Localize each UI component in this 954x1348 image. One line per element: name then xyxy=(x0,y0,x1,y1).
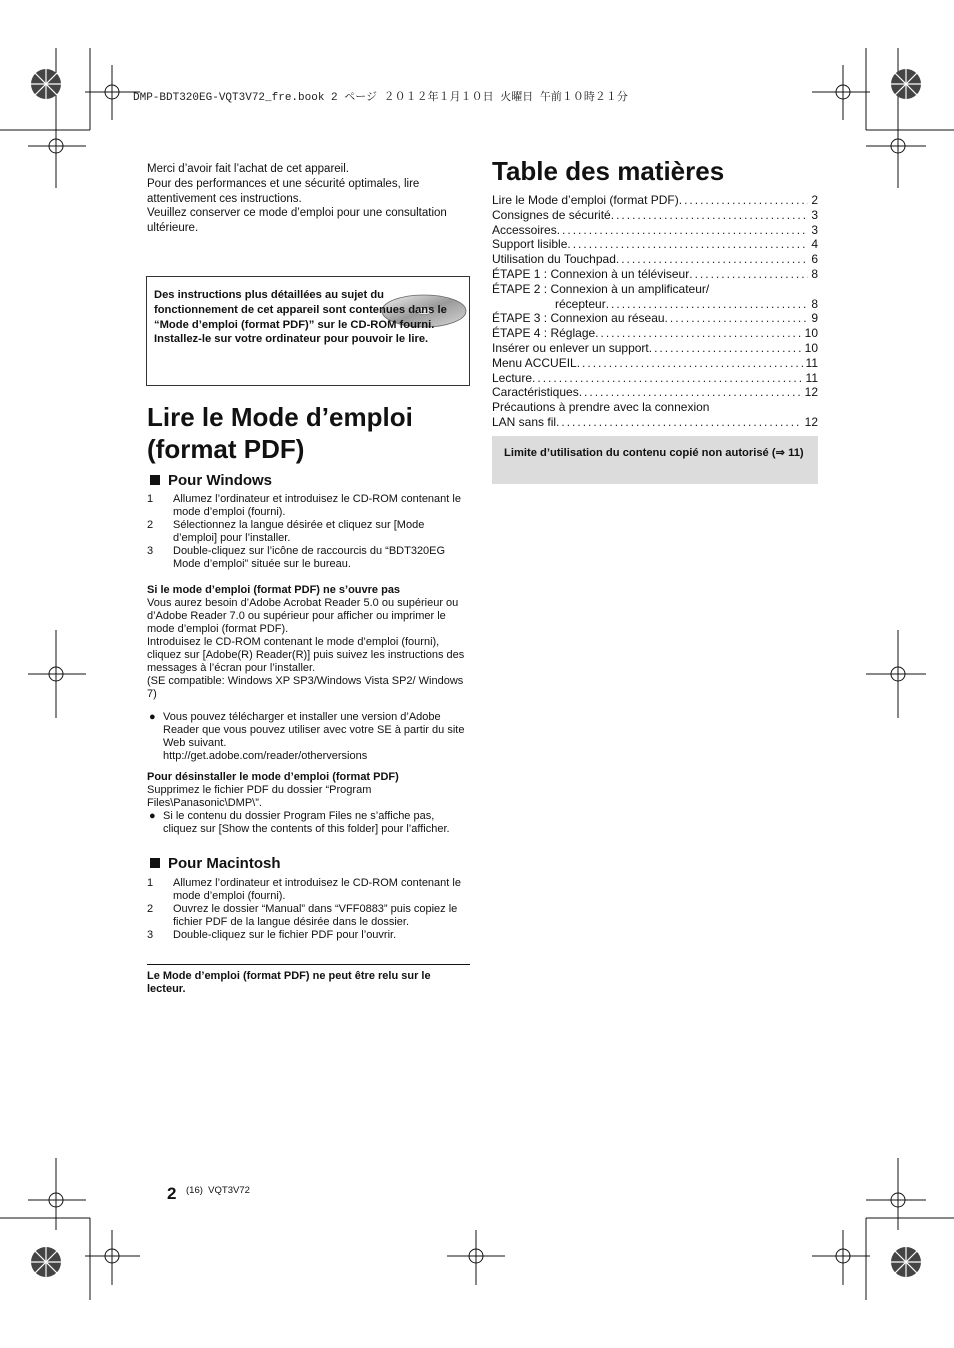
step-text: Sélectionnez la langue désirée et cliquez sur [Mode d’emploi] pour l’installer. xyxy=(173,519,425,544)
toc-leader xyxy=(649,341,802,356)
toc-entry[interactable] xyxy=(492,223,818,238)
toc-leader xyxy=(616,252,808,267)
mac-heading xyxy=(150,855,281,872)
divider xyxy=(147,964,470,965)
toc-entry-page: 2 xyxy=(811,193,818,207)
intro-line-3: Veuillez conserver ce mode d’emploi pour une consultation ultérieure. xyxy=(147,207,447,235)
step-number: 3 xyxy=(147,545,154,557)
toc-leader xyxy=(595,326,801,341)
toc-entry-page: 3 xyxy=(811,222,818,237)
pdf-title-line-1: Lire le Mode d’emploi xyxy=(147,402,413,432)
toc-entry[interactable] xyxy=(492,208,818,223)
toc-entry[interactable] xyxy=(492,385,818,400)
toc-entry-label: ÉTAPE 1 : Connexion à un téléviseur xyxy=(492,266,690,281)
list-item xyxy=(147,810,469,836)
toc-leader xyxy=(579,385,802,400)
toc-entry-label: Lire le Mode d’emploi (format PDF) xyxy=(492,193,679,207)
step-number: 1 xyxy=(147,877,154,889)
toc-entry-label: ÉTAPE 3 : Connexion au réseau xyxy=(492,311,665,326)
toc-entry-step2-line1[interactable]: ÉTAPE 2 : Connexion à un amplificateur/ xyxy=(492,281,710,296)
not-open-heading: Si le mode d’emploi (format PDF) ne s’ouvre pas xyxy=(147,584,401,596)
toc-entry-label: LAN sans fil xyxy=(492,414,557,429)
uninstall-heading: Pour désinstaller le mode d’emploi (format PDF) xyxy=(147,771,399,783)
step-number: 1 xyxy=(147,493,154,505)
not-open-text-1: Vous aurez besoin d’Adobe Acrobat Reader 5.0 ou supérieur ou d’Adobe Reader 7.0 ou supérieur pour afficher ou imprimer le mode d’emploi (format PDF). xyxy=(147,597,459,635)
pdf-playback-note: Le Mode d’emploi (format PDF) ne peut être relu sur le lecteur. xyxy=(147,970,431,995)
windows-steps xyxy=(147,493,469,571)
uninstall-text: Supprimez le fichier PDF du dossier “Program Files\Panasonic\DMP\”. xyxy=(147,784,372,809)
toc-entry-page: 10 xyxy=(804,326,818,341)
not-open-text-3: (SE compatible: Windows XP SP3/Windows Vista SP2/ Windows 7) xyxy=(147,675,464,700)
square-bullet-icon xyxy=(150,858,160,868)
toc-entry-lan-line1[interactable]: Précautions à prendre avec la connexion xyxy=(492,400,710,415)
toc-entry[interactable] xyxy=(492,415,818,430)
list-item xyxy=(147,877,469,903)
mac-steps xyxy=(147,877,469,942)
windows-heading-text: Pour Windows xyxy=(168,472,273,489)
toc-entry[interactable] xyxy=(492,267,818,282)
list-item xyxy=(147,711,469,763)
toc-entry-page: 8 xyxy=(811,296,818,311)
windows-heading xyxy=(150,472,272,489)
toc-entry-page: 4 xyxy=(811,237,818,252)
toc-leader xyxy=(606,297,809,312)
intro-line-2: Pour des performances et une sécurité optimales, lire attentivement ces instructions. xyxy=(147,177,420,205)
toc-entry-label: Insérer ou enlever un support xyxy=(492,340,649,355)
pdf-info-text xyxy=(154,288,454,347)
toc-leader xyxy=(577,356,803,371)
toc-list xyxy=(492,193,818,430)
toc-entry-page: 11 xyxy=(805,370,818,385)
toc-entry-label: Menu ACCUEIL xyxy=(492,355,577,370)
toc-entry-page: 9 xyxy=(811,311,818,326)
toc-entry-label: Caractéristiques xyxy=(492,385,579,400)
mac-heading-text: Pour Macintosh xyxy=(168,855,281,872)
step-text: Allumez l’ordinateur et introduisez le CD-ROM contenant le mode d’emploi (fourni). xyxy=(173,493,461,518)
toc-entry[interactable] xyxy=(492,371,818,386)
toc-leader xyxy=(567,237,808,252)
adobe-download-text: Vous pouvez télécharger et installer une version d’Adobe Reader que vous pouvez utiliser avec votre SE à partir du site Web suivant. xyxy=(163,711,465,749)
toc-entry[interactable] xyxy=(492,326,818,341)
square-bullet-icon xyxy=(150,475,160,485)
bullet-dot-icon: ● xyxy=(149,711,156,723)
list-item xyxy=(147,903,469,929)
intro-line-1: Merci d’avoir fait l’achat de cet appareil. xyxy=(147,163,349,175)
toc-entry-label: Consignes de sécurité xyxy=(492,207,611,222)
toc-entry-page: 11 xyxy=(805,355,818,370)
step-text: Ouvrez le dossier “Manual” dans “VFF0883” puis copiez le fichier PDF de la langue désirée dans le dossier. xyxy=(173,903,458,928)
toc-entry[interactable] xyxy=(492,311,818,326)
book-file-header: DMP-BDT320EG-VQT3V72_fre.book 2 ページ ２０１２年１月１０日 火曜日 午前１０時２１分 xyxy=(133,92,628,104)
toc-leader xyxy=(532,371,803,386)
pdf-info-text-content: Des instructions plus détaillées au sujet du fonctionnement de cet appareil sont contenues dans le “Mode d’emploi (format PDF)” sur le CD-ROM fourni. Installez-le sur votre ordinateur pour pouvoir le lire. xyxy=(154,289,447,346)
toc-leader xyxy=(556,415,802,430)
toc-entry-page: 12 xyxy=(804,385,818,400)
intro-text xyxy=(147,162,467,236)
toc-entry-label: récepteur xyxy=(555,296,606,311)
copy-restriction-text: Limite d’utilisation du contenu copié non autorisé (⇒ 11) xyxy=(504,447,804,459)
page-reference: (16) VQT3V72 xyxy=(186,1185,250,1196)
program-files-note: Si le contenu du dossier Program Files ne s’affiche pas, cliquez sur [Show the contents of this folder] pour l’afficher. xyxy=(163,810,450,835)
step-text: Allumez l’ordinateur et introduisez le CD-ROM contenant le mode d’emploi (fourni). xyxy=(173,877,461,902)
step-text: Double-cliquez sur le fichier PDF pour l’ouvrir. xyxy=(173,929,397,941)
copy-restriction-notice xyxy=(492,436,818,484)
toc-title: Table des matières xyxy=(492,156,725,186)
toc-entry-label: Lecture xyxy=(492,370,533,385)
toc-leader xyxy=(689,267,808,282)
toc-entry-label: Support lisible xyxy=(492,237,568,252)
toc-entry-label: Accessoires xyxy=(492,222,557,237)
toc-entry-page: 6 xyxy=(811,252,818,267)
toc-leader xyxy=(557,223,809,238)
toc-entry[interactable] xyxy=(492,193,818,208)
toc-entry-label: ÉTAPE 4 : Réglage xyxy=(492,326,596,341)
toc-entry[interactable] xyxy=(492,252,818,267)
toc-entry-page: 3 xyxy=(811,207,818,222)
page-number: 2 xyxy=(167,1184,177,1203)
step-number: 3 xyxy=(147,929,154,941)
list-item xyxy=(147,929,469,942)
bullet-dot-icon: ● xyxy=(149,810,156,822)
adobe-download-link[interactable]: http://get.adobe.com/reader/otherversions xyxy=(163,750,368,762)
list-item xyxy=(147,519,469,545)
pdf-section-title xyxy=(147,401,413,465)
list-item xyxy=(147,545,469,571)
toc-entry[interactable] xyxy=(492,341,818,356)
toc-entry-label: Utilisation du Touchpad xyxy=(492,252,616,267)
toc-entry-page: 10 xyxy=(804,340,818,355)
toc-entry[interactable] xyxy=(492,356,818,371)
toc-entry-page: 8 xyxy=(811,266,818,281)
step-number: 2 xyxy=(147,903,154,915)
pdf-not-open-section xyxy=(147,584,469,836)
pdf-info-box xyxy=(146,276,470,386)
toc-entry-page: 12 xyxy=(804,414,818,429)
list-item xyxy=(147,493,469,519)
step-number: 2 xyxy=(147,519,154,531)
not-open-text-2: Introduisez le CD-ROM contenant le mode d’emploi (fourni), cliquez sur [Adobe(R) Reader(R)] puis suivez les instructions des messages à l’écran pour l’installer. xyxy=(147,636,465,674)
toc-leader xyxy=(679,193,809,208)
step-text: Double-cliquez sur l’icône de raccourcis du “BDT320EG Mode d’emploi” située sur le bureau. xyxy=(173,545,446,570)
toc-leader xyxy=(665,311,809,326)
pdf-title-line-2: (format PDF) xyxy=(147,434,305,464)
toc-entry[interactable] xyxy=(492,237,818,252)
toc-entry[interactable] xyxy=(492,297,818,312)
toc-leader xyxy=(611,208,809,223)
